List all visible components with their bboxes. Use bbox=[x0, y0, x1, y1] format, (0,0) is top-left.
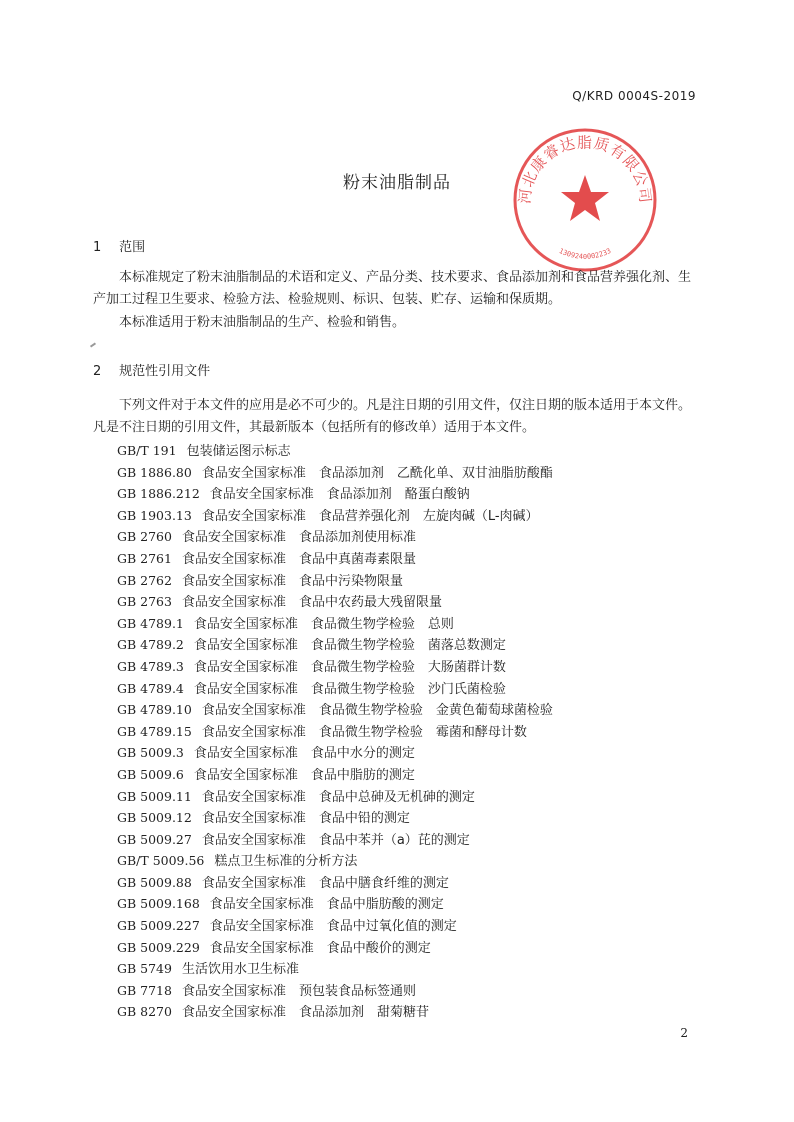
reference-code: GB 1886.212 bbox=[117, 486, 200, 502]
reference-item bbox=[117, 548, 553, 570]
reference-item bbox=[117, 570, 553, 592]
reference-title: 食品安全国家标准 食品中苯并（a）芘的测定 bbox=[201, 832, 470, 848]
page-number: 2 bbox=[680, 1026, 688, 1040]
reference-item bbox=[117, 505, 553, 527]
reference-title: 食品安全国家标准 食品微生物学检验 大肠菌群计数 bbox=[193, 659, 506, 675]
reference-code: GB 2762 bbox=[117, 572, 172, 588]
reference-code: GB 2763 bbox=[117, 594, 172, 610]
reference-code: GB 7718 bbox=[117, 982, 172, 998]
reference-code: GB 2761 bbox=[117, 550, 172, 566]
reference-item bbox=[117, 656, 553, 678]
scope-paragraph-1: 本标准规定了粉末油脂制品的术语和定义、产品分类、技术要求、食品添加剂和食品营养强化剂、生产加工过程卫生要求、检验方法、检验规则、标识、包装、贮存、运输和保质期。 bbox=[93, 270, 692, 307]
section-title: 规范性引用文件 bbox=[119, 364, 211, 379]
reference-code: GB 5009.229 bbox=[117, 939, 200, 955]
seal-serial-text: 1309240002233 bbox=[557, 246, 613, 261]
reference-item bbox=[117, 764, 553, 786]
reference-code: GB 5749 bbox=[117, 961, 172, 977]
reference-title: 食品安全国家标准 食品添加剂 甜菊糖苷 bbox=[181, 1005, 429, 1021]
reference-item bbox=[117, 893, 553, 915]
reference-title: 食品安全国家标准 食品营养强化剂 左旋肉碱（L-肉碱） bbox=[201, 508, 539, 524]
reference-item bbox=[117, 829, 553, 851]
reference-item bbox=[117, 980, 553, 1002]
reference-title: 食品安全国家标准 食品添加剂 酪蛋白酸钠 bbox=[209, 487, 470, 503]
reference-title: 食品安全国家标准 食品中真菌毒素限量 bbox=[181, 551, 416, 567]
reference-code: GB 5009.6 bbox=[117, 766, 184, 782]
reference-code: GB/T 191 bbox=[117, 443, 177, 458]
reference-item bbox=[117, 699, 553, 721]
reference-title: 食品安全国家标准 预包装食品标签通则 bbox=[181, 983, 416, 999]
reference-item bbox=[117, 786, 553, 808]
reference-code: GB 4789.3 bbox=[117, 658, 184, 674]
reference-title: 食品安全国家标准 食品微生物学检验 霉菌和酵母计数 bbox=[201, 724, 527, 740]
reference-item bbox=[117, 850, 553, 872]
reference-code: GB 5009.27 bbox=[117, 831, 192, 847]
reference-title: 食品安全国家标准 食品微生物学检验 金黄色葡萄球菌检验 bbox=[201, 703, 553, 719]
reference-title: 食品安全国家标准 食品中农药最大残留限量 bbox=[181, 595, 442, 611]
reference-item bbox=[117, 872, 553, 894]
reference-code: GB 4789.15 bbox=[117, 723, 192, 739]
reference-code: GB 8270 bbox=[117, 1004, 172, 1020]
reference-item bbox=[117, 721, 553, 743]
reference-title: 包装储运图示标志 bbox=[186, 444, 291, 459]
section-heading-scope bbox=[93, 236, 145, 255]
reference-code: GB 4789.10 bbox=[117, 702, 192, 718]
reference-title: 食品安全国家标准 食品添加剂 乙酰化单、双甘油脂肪酸酯 bbox=[201, 465, 553, 481]
reference-item bbox=[117, 613, 553, 635]
reference-code: GB 1886.80 bbox=[117, 464, 192, 480]
reference-code: GB/T 5009.56 bbox=[117, 853, 205, 869]
section-number: 2 bbox=[93, 364, 102, 379]
reference-item bbox=[117, 958, 553, 980]
seal-company-text: 河北康睿达脂质有限公司 bbox=[515, 133, 655, 205]
reference-item bbox=[117, 915, 553, 937]
reference-title: 食品安全国家标准 食品中铅的测定 bbox=[201, 811, 410, 827]
reference-title: 食品安全国家标准 食品中膳食纤维的测定 bbox=[201, 875, 449, 891]
reference-item bbox=[117, 678, 553, 700]
reference-item bbox=[117, 591, 553, 613]
reference-code: GB 5009.168 bbox=[117, 896, 200, 912]
reference-item bbox=[117, 1001, 553, 1023]
document-code: Q/KRD 0004S-2019 bbox=[572, 89, 696, 103]
reference-item bbox=[117, 742, 553, 764]
reference-title: 食品安全国家标准 食品中过氧化值的测定 bbox=[209, 919, 457, 935]
reference-title: 食品安全国家标准 食品添加剂使用标准 bbox=[181, 530, 416, 546]
reference-item bbox=[117, 483, 553, 505]
reference-code: GB 4789.1 bbox=[117, 615, 184, 631]
scope-paragraph-2: 本标准适用于粉末油脂制品的生产、检验和销售。 bbox=[119, 315, 406, 330]
reference-title: 食品安全国家标准 食品中脂肪的测定 bbox=[193, 767, 415, 783]
reference-title: 食品安全国家标准 食品中脂肪酸的测定 bbox=[209, 897, 444, 913]
reference-item bbox=[117, 526, 553, 548]
references-intro-paragraph: 下列文件对于本文件的应用是必不可少的。凡是注日期的引用文件，仅注日期的版本适用于本文件。凡是不注日期的引用文件，其最新版本（包括所有的修改单）适用于本文件。 bbox=[93, 398, 692, 435]
reference-title: 食品安全国家标准 食品微生物学检验 总则 bbox=[193, 616, 454, 632]
reference-title: 食品安全国家标准 食品中酸价的测定 bbox=[209, 940, 431, 956]
reference-code: GB 4789.4 bbox=[117, 680, 184, 696]
reference-title: 食品安全国家标准 食品中总砷及无机砷的测定 bbox=[201, 789, 475, 805]
section-number: 1 bbox=[93, 240, 102, 255]
reference-code: GB 5009.88 bbox=[117, 874, 192, 890]
company-seal bbox=[510, 125, 660, 275]
reference-item bbox=[117, 807, 553, 829]
reference-code: GB 4789.2 bbox=[117, 637, 184, 653]
section-heading-references bbox=[93, 360, 210, 379]
reference-code: GB 1903.13 bbox=[117, 507, 192, 523]
reference-code: GB 5009.3 bbox=[117, 745, 184, 761]
reference-title: 糕点卫生标准的分析方法 bbox=[214, 854, 358, 870]
reference-list bbox=[117, 440, 553, 1023]
reference-item bbox=[117, 937, 553, 959]
reference-title: 食品安全国家标准 食品中污染物限量 bbox=[181, 573, 403, 589]
stray-mark bbox=[90, 342, 96, 347]
reference-item bbox=[117, 634, 553, 656]
section-title: 范围 bbox=[119, 240, 146, 255]
reference-item bbox=[117, 462, 553, 484]
reference-code: GB 2760 bbox=[117, 529, 172, 545]
document-title: 粉末油脂制品 bbox=[343, 173, 451, 193]
reference-item bbox=[117, 440, 553, 462]
reference-title: 食品安全国家标准 食品中水分的测定 bbox=[193, 746, 415, 762]
reference-title: 食品安全国家标准 食品微生物学检验 菌落总数测定 bbox=[193, 638, 506, 654]
reference-code: GB 5009.227 bbox=[117, 918, 200, 934]
reference-title: 生活饮用水卫生标准 bbox=[181, 962, 299, 978]
reference-title: 食品安全国家标准 食品微生物学检验 沙门氏菌检验 bbox=[193, 681, 506, 697]
reference-code: GB 5009.12 bbox=[117, 810, 192, 826]
reference-code: GB 5009.11 bbox=[117, 788, 192, 804]
